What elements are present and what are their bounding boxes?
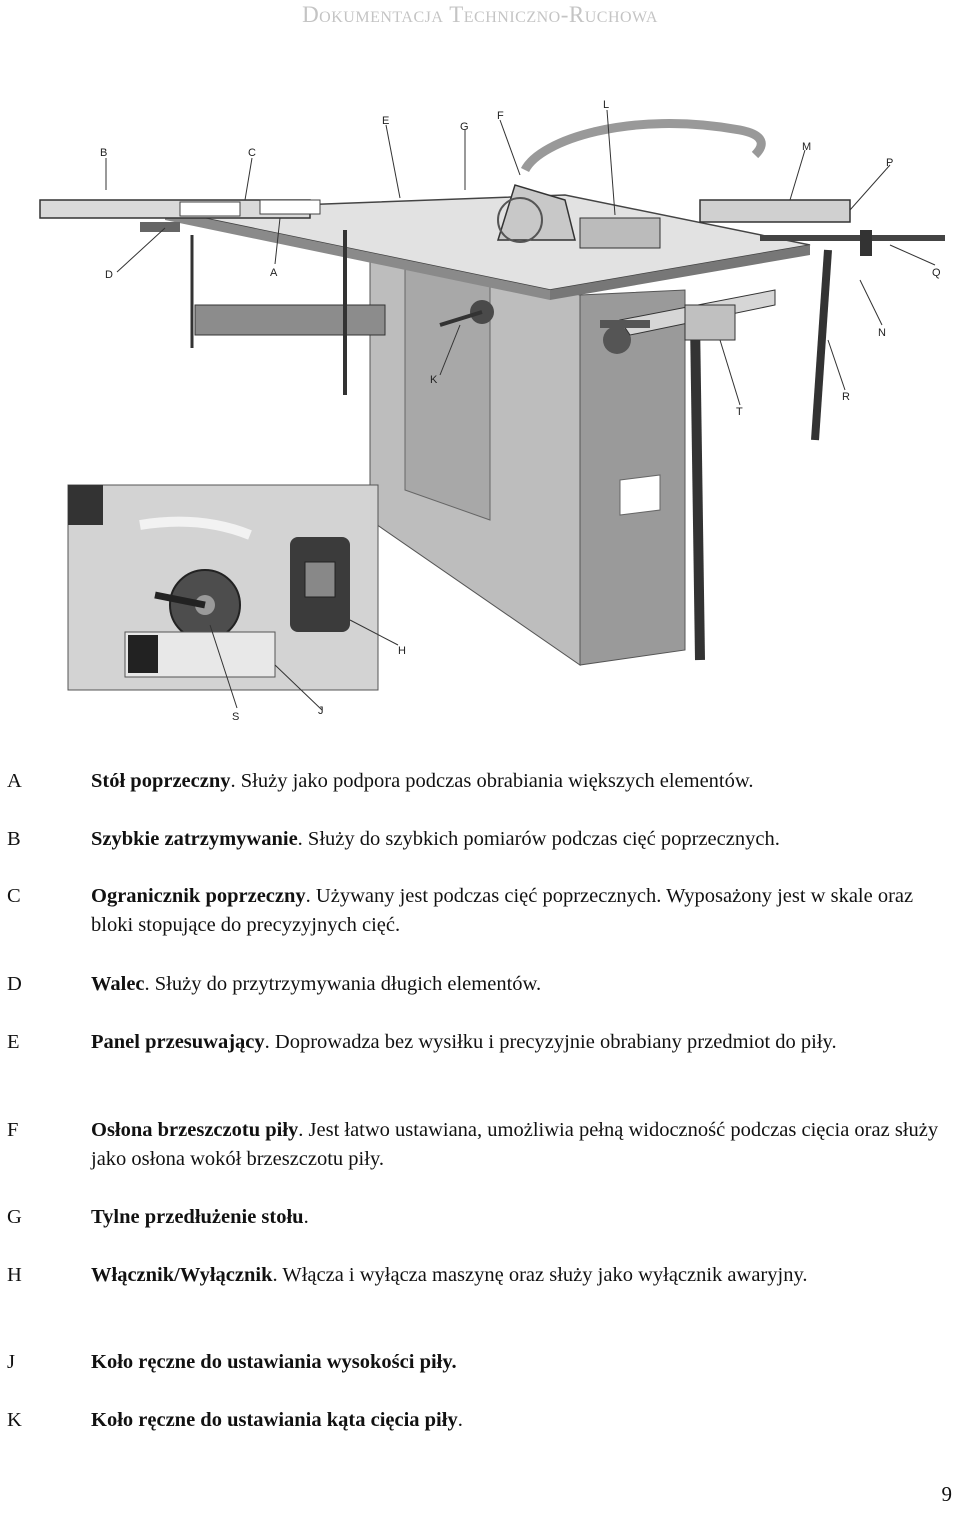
callout-t: T [736,406,743,418]
callout-s: S [232,711,240,723]
legend-term: Koło ręczne do ustawiania wysokości piły. [91,1351,457,1373]
callout-p: P [886,157,894,169]
callout-g: G [460,121,469,133]
legend-term: Szybkie zatrzymywanie [91,828,298,850]
callout-j: J [318,705,324,717]
legend-letter: B [7,828,21,850]
legend-term: Tylne przedłużenie stołu [91,1206,304,1228]
page-number: 9 [941,1482,952,1506]
legend-letter: K [7,1409,22,1431]
legend-term: Ogranicznik poprzeczny [91,885,306,907]
legend-letter: H [7,1264,22,1286]
page-header: Dokumentacja Techniczno-Ruchowa [302,2,658,27]
legend-letter: E [7,1031,20,1053]
legend-letter: G [7,1206,22,1228]
callout-b: B [100,147,108,159]
legend-description: . Używany jest podczas cięć poprzecznych. Wyposażony jest w skale oraz bloki stopujące do precyzyjnych cięć. [91,885,914,936]
legend-description: . Służy do przytrzymywania długich elementów. [144,973,542,995]
legend-description: . [303,1206,309,1228]
legend-description: . Doprowadza bez wysiłku i precyzyjnie obrabiany przedmiot do piły. [264,1031,837,1053]
callout-k: K [430,374,438,386]
callout-l: L [603,99,610,111]
callout-h: H [398,645,406,657]
callout-m: M [802,141,812,153]
callout-c: C [248,147,256,159]
legend-term: Osłona brzeszczotu piły [91,1119,299,1141]
legend-letter: C [7,885,21,907]
legend-description: . [457,1409,463,1431]
legend-description: . Służy jako podpora podczas obrabiania większych elementów. [230,770,754,792]
legend-term: Włącznik/Wyłącznik [91,1264,273,1286]
callout-q: Q [932,267,941,279]
callout-d: D [105,269,113,281]
legend-letter: F [7,1119,19,1141]
callout-a: A [270,267,278,279]
legend-letter: J [7,1351,15,1373]
legend-description: . Włącza i wyłącza maszynę oraz służy jako wyłącznik awaryjny. [272,1264,808,1286]
legend-term: Koło ręczne do ustawiania kąta cięcia piły [91,1409,458,1431]
legend-term: Walec [91,973,145,995]
callout-e: E [382,115,390,127]
legend-description: . Jest łatwo ustawiana, umożliwia pełną widoczność podczas cięcia oraz służy jako osłona wokół brzeszczotu piły. [91,1119,939,1170]
legend-term: Panel przesuwający [91,1031,265,1053]
legend-letter: A [7,770,22,792]
legend-description: . Służy do szybkich pomiarów podczas cięć poprzecznych. [297,828,780,850]
callout-f: F [497,110,504,122]
callout-n: N [878,327,886,339]
legend-term: Stół poprzeczny [91,770,231,792]
legend-letter: D [7,973,22,995]
callout-r: R [842,391,850,403]
